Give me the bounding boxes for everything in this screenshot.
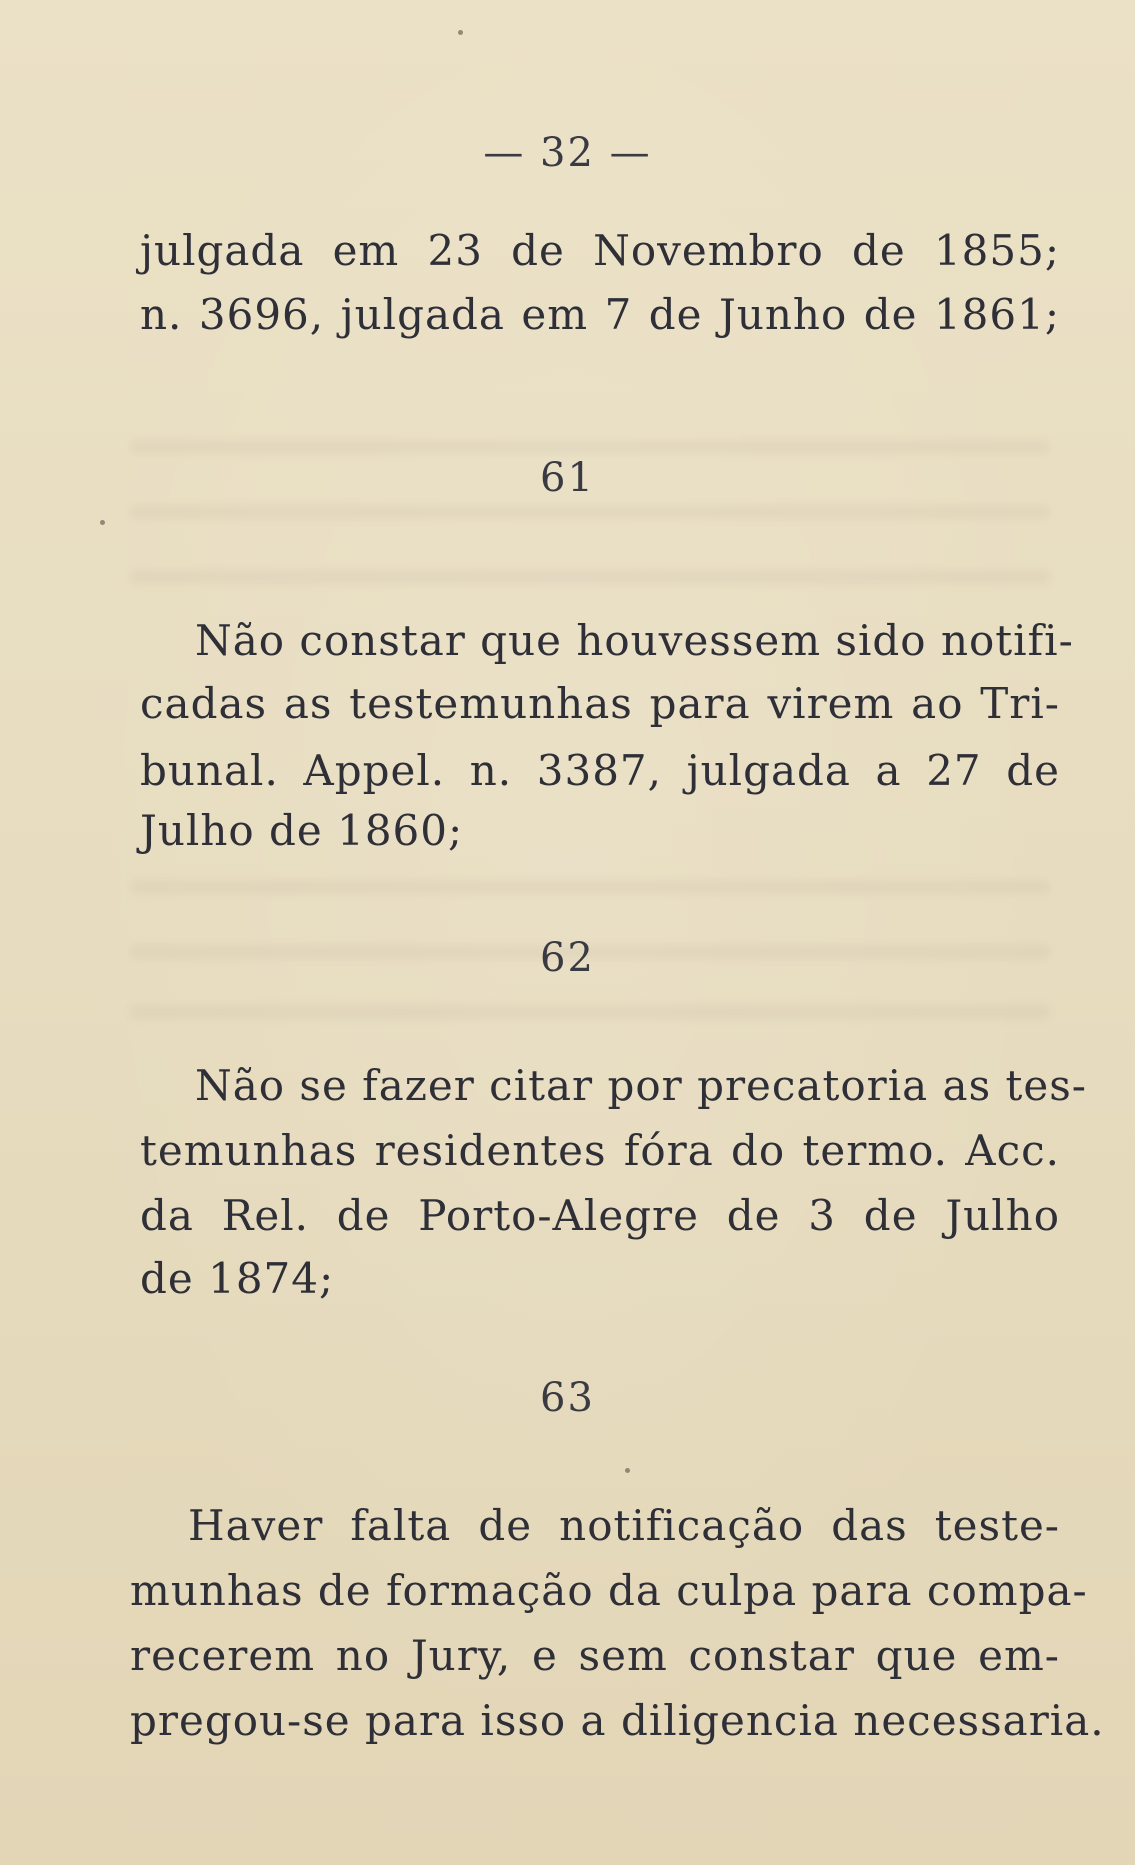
section-number: 61 xyxy=(540,455,595,501)
text-line: cadas as testemunhas para virem ao Tri- xyxy=(140,679,1060,728)
text-line: de 1874; xyxy=(140,1254,335,1303)
text-line: munhas de formação da culpa para compa- xyxy=(130,1566,1088,1615)
text-line: julgada em 23 de Novembro de 1855; xyxy=(140,226,1060,275)
text-line: pregou-se para isso a diligencia necessaria. xyxy=(130,1696,1105,1745)
page-number: — 32 — xyxy=(483,130,652,176)
section-number: 62 xyxy=(540,935,595,981)
text-line: Haver falta de notificação das teste- xyxy=(188,1501,1060,1550)
text-line: Julho de 1860; xyxy=(140,806,464,855)
bleed-through-mark xyxy=(130,570,1050,584)
text-line: n. 3696, julgada em 7 de Junho de 1861; xyxy=(140,290,1060,339)
paper-speck xyxy=(625,1468,630,1473)
bleed-through-mark xyxy=(130,1005,1050,1019)
paper-speck xyxy=(458,30,463,35)
text-line: Não constar que houvessem sido notifi- xyxy=(195,616,1074,665)
bleed-through-mark xyxy=(130,440,1050,454)
text-line: da Rel. de Porto-Alegre de 3 de Julho xyxy=(140,1191,1060,1240)
text-line: temunhas residentes fóra do termo. Acc. xyxy=(140,1126,1060,1175)
bleed-through-mark xyxy=(130,880,1050,894)
text-line: recerem no Jury, e sem constar que em- xyxy=(130,1631,1060,1680)
bleed-through-mark xyxy=(130,505,1050,519)
section-number: 63 xyxy=(540,1375,595,1421)
text-line: bunal. Appel. n. 3387, julgada a 27 de xyxy=(140,746,1060,795)
paper-speck xyxy=(100,520,105,525)
text-line: Não se fazer citar por precatoria as tes- xyxy=(195,1061,1087,1110)
